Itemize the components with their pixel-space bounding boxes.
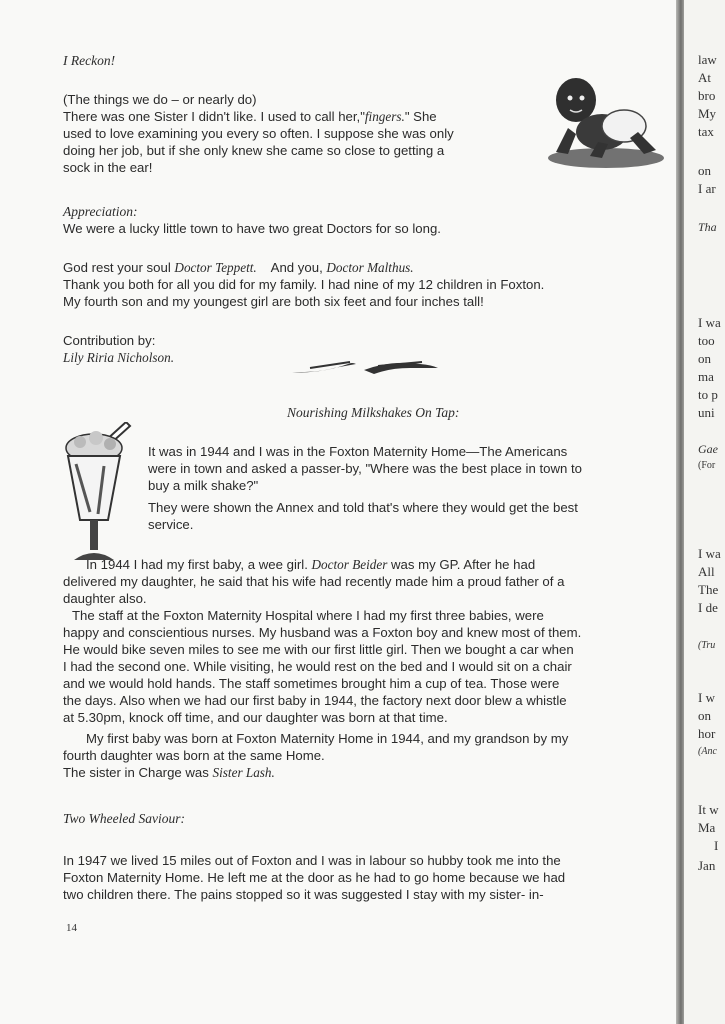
fragment: I wa [698, 546, 721, 561]
fragment: on [698, 708, 711, 723]
fragment: At [698, 70, 711, 85]
fragment: All [698, 564, 715, 579]
milkshake-line-1: It was in 1944 and I was in the Foxton Maternity Home—The Americans [148, 444, 568, 459]
book-gutter [676, 0, 684, 1024]
fragment: Tha [698, 220, 717, 234]
contribution-label: Contribution by: [63, 333, 156, 348]
milkshake-line-2: were in town and asked a passer-by, "Where was the best place in town to [148, 461, 582, 476]
saviour-line-2: Foxton Maternity Home. He left me at the door as he had to go home because we had [63, 870, 566, 885]
fragment: (Tru [698, 640, 716, 651]
first-baby-line-1: In 1944 I had my first baby, a wee girl. Doctor Beider was my GP. After he had [86, 557, 536, 572]
staff-line-5: and we would hold hands. The staff sometimes brought him a cup of tea. Those were [63, 676, 560, 691]
fragment: to p [698, 387, 718, 402]
sister-charge-line: The sister in Charge was Sister Lash. [63, 765, 275, 780]
fragment: I ar [698, 181, 716, 196]
fragment: too [698, 333, 715, 348]
milkshake-heading: Nourishing Milkshakes On Tap: [287, 405, 460, 420]
doctor-malthus: Doctor Malthus. [326, 260, 414, 275]
right-page-edge [684, 0, 725, 1024]
intro-line: (The things we do – or nearly do) [63, 92, 257, 107]
milkshake-line-3: buy a milk shake?" [148, 478, 259, 493]
doctor-teppett: Doctor Teppett. [174, 260, 257, 275]
staff-line-3: He would bike seven miles to see me with our first little girl. Then we bought a car when [63, 642, 574, 657]
fragment: It w [698, 802, 719, 817]
fingers-line-4: sock in the ear! [63, 160, 153, 175]
fingers-line-3: doing her job, but if she only knew she came so close to getting a [63, 143, 445, 158]
thanks-line: Thank you both for all you did for my family. I had nine of my 12 children in Foxton. [63, 277, 545, 292]
staff-line-1: The staff at the Foxton Maternity Hospital where I had my first three babies, were [72, 608, 544, 623]
fragment: The [698, 582, 719, 597]
fragment: on [698, 351, 711, 366]
fingers-text-a: There was one Sister I didn't like. I used to call her," [63, 109, 365, 124]
fragment: law [698, 52, 717, 67]
fourth-son-line: My fourth son and my youngest girl are both six feet and four inches tall! [63, 294, 484, 309]
staff-line-6: the days. Also when we had our first baby in 1944, the factory next door blew a whistle [63, 693, 567, 708]
fragment: Gae [698, 442, 718, 456]
page-number: 14 [66, 922, 77, 934]
milkshake-line-4: They were shown the Annex and told that's where they would get the best [148, 500, 578, 515]
doctor-beider: Doctor Beider [311, 557, 388, 572]
fragment: (For [698, 460, 716, 471]
grandson-line-2: fourth daughter was born at the same Home. [63, 748, 325, 763]
fragment: (Anc [698, 746, 717, 757]
milkshake-glass-illustration [60, 422, 138, 577]
fingers-text-b: " She [404, 109, 437, 124]
fragment: My [698, 106, 717, 121]
fragment: Ma [698, 820, 716, 835]
fragment: on [698, 163, 711, 178]
saviour-line-3: two children there. The pains stopped so it was suggested I stay with my sister- in- [63, 887, 544, 902]
sister-lash: Sister Lash. [212, 765, 275, 780]
fragment: Jan [698, 858, 716, 873]
fragment: ma [698, 369, 714, 384]
first-baby-line-3: daughter also. [63, 591, 147, 606]
appreciation-heading: Appreciation: [63, 204, 138, 219]
fragment: bro [698, 88, 716, 103]
fingers-line-2: used to love examining you every so often. I suppose she was only [63, 126, 454, 141]
contributor-name: Lily Riria Nicholson. [63, 350, 174, 365]
crawling-baby-illustration [538, 72, 666, 177]
appreciation-line: We were a lucky little town to have two great Doctors for so long. [63, 221, 441, 236]
staff-line-4: I had the second one. While visiting, he would rest on the bed and I would sit on a chair [63, 659, 572, 674]
fragment: I w [698, 690, 715, 705]
fragment: hor [698, 726, 716, 741]
staff-line-7: at 5.30pm, knock off time, and our daughter was born at that time. [63, 710, 448, 725]
fragment: I de [698, 600, 718, 615]
fragment: tax [698, 124, 714, 139]
god-rest-line: God rest your soul Doctor Teppett. And you, Doctor Malthus. [63, 260, 414, 275]
fingers-line-1 [63, 108, 437, 125]
grandson-line-1: My first baby was born at Foxton Maternity Home in 1944, and my grandson by my [86, 731, 569, 746]
fragment: I [714, 838, 719, 853]
milkshake-line-5: service. [148, 517, 194, 532]
flourish-divider-icon [290, 356, 440, 383]
saviour-heading: Two Wheeled Saviour: [63, 811, 185, 826]
title: I Reckon! [63, 53, 116, 68]
fingers-word: fingers. [364, 109, 405, 124]
fragment: I wa [698, 315, 721, 330]
staff-line-2: happy and conscientious nurses. My husband was a Foxton boy and knew most of them. [63, 625, 582, 640]
saviour-line-1: In 1947 we lived 15 miles out of Foxton and I was in labour so hubby took me into the [63, 853, 561, 868]
first-baby-line-2: delivered my daughter, he said that his wife had recently made him a proud father of a [63, 574, 565, 589]
fragment: uni [698, 405, 715, 420]
